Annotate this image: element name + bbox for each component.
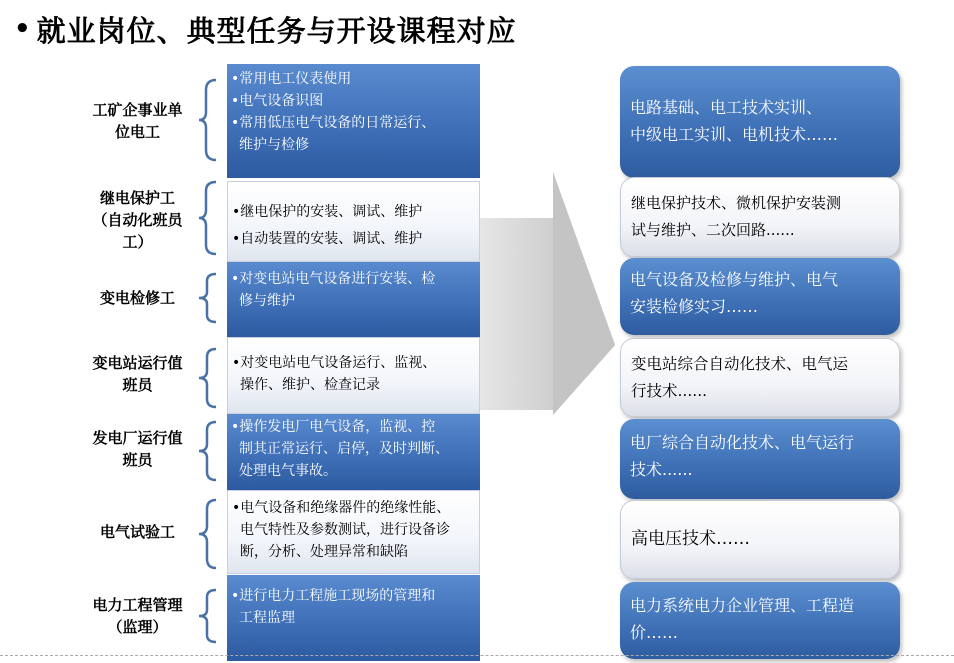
task-line: 电气特性及参数测试，进行设备诊 [240,522,450,538]
course-box [620,258,900,335]
role-line: （自动化班员 [92,211,183,229]
task-line: •进行电力工程施工现场的管理和 [231,588,436,604]
course-box [620,177,900,257]
course-line: 电气设备及检修与维护、电气 [630,270,839,289]
role-line: 班员 [122,376,153,394]
task-line: •继电保护的安装、调试、维护 [232,204,423,220]
course-line: 中级电工实训、电机技术…… [630,125,839,144]
brace-icon [196,180,220,256]
bottom-divider [0,655,954,656]
role-label [70,88,205,154]
task-line: •电气设备和绝缘器件的绝缘性能、 [232,500,451,516]
course-box [620,419,900,499]
task-line: •操作发电厂电气设备，监视、控 [231,419,436,435]
role-line: 位电工 [114,123,160,141]
role-line: 电力工程管理 [92,596,183,614]
role-label [70,352,205,396]
role-label [70,427,205,471]
task-box [227,337,480,414]
role-line: 电气试验工 [99,523,175,541]
brace-icon [196,420,220,482]
task-line: •自动装置的安装、调试、维护 [232,231,423,247]
task-line: 操作、维护、检查记录 [240,377,380,393]
role-line: 班员 [122,451,153,469]
title-text: 就业岗位、典型任务与开设课程对应 [36,13,517,48]
task-box [227,181,480,262]
task-line: •常用电工仪表使用 [231,71,352,87]
task-line: 断，分析、处理异常和缺陷 [240,544,408,560]
task-line: 制其正常运行、启停，及时判断、 [239,441,449,457]
role-label [70,182,205,258]
brace-icon [196,78,220,162]
course-line: 行技术...... [631,382,708,400]
course-line: 技术...... [630,460,693,479]
course-line: 电厂综合自动化技术、电气运行 [630,433,855,452]
course-box [620,500,900,579]
task-line: •对变电站电气设备进行安装、检 [231,271,436,287]
task-box [227,490,480,574]
role-line: 工） [122,233,153,251]
brace-icon [196,272,220,324]
course-line: 继电保护技术、微机保护安装测 [631,194,842,212]
role-line: 继电保护工 [99,189,175,207]
brace-icon [196,588,220,644]
role-line: 发电厂运行值 [92,429,183,447]
course-box [620,582,900,659]
task-box [227,414,480,490]
course-line: 高电压技术…… [631,529,750,549]
course-box [620,338,900,417]
task-box [227,575,480,661]
course-line: 价…… [630,623,679,642]
course-line: 变电站综合自动化技术、电气运 [631,355,849,373]
role-label [70,594,205,638]
task-line: 维护与检修 [239,137,309,153]
task-line: 处理电气事故。 [239,463,337,479]
course-line: 安装检修实习…… [630,297,759,316]
task-line: •电气设备识图 [231,93,324,109]
task-box [227,64,480,178]
task-box [227,262,480,337]
brace-icon [196,347,220,409]
role-label [70,521,205,543]
role-line: （监理） [107,618,168,636]
task-line: •对变电站电气设备运行、监视、 [232,355,437,371]
page-title [14,10,517,48]
role-line: 工矿企事业单 [92,101,183,119]
role-line: 变电检修工 [99,289,175,307]
course-box [620,66,900,178]
course-line: 电力系统电力企业管理、工程造 [630,596,855,615]
course-line: 试与维护、二次回路...... [631,221,795,239]
task-line: 工程监理 [239,610,295,626]
role-line: 变电站运行值 [92,354,183,372]
task-line: 修与维护 [239,293,295,309]
mapping-arrow-icon [478,170,618,420]
title-bullet: • [14,14,31,44]
brace-icon [196,498,220,570]
task-line: •常用低压电气设备的日常运行、 [231,115,436,131]
role-label [70,287,205,309]
course-line: 电路基础、电工技术实训、 [630,98,823,117]
